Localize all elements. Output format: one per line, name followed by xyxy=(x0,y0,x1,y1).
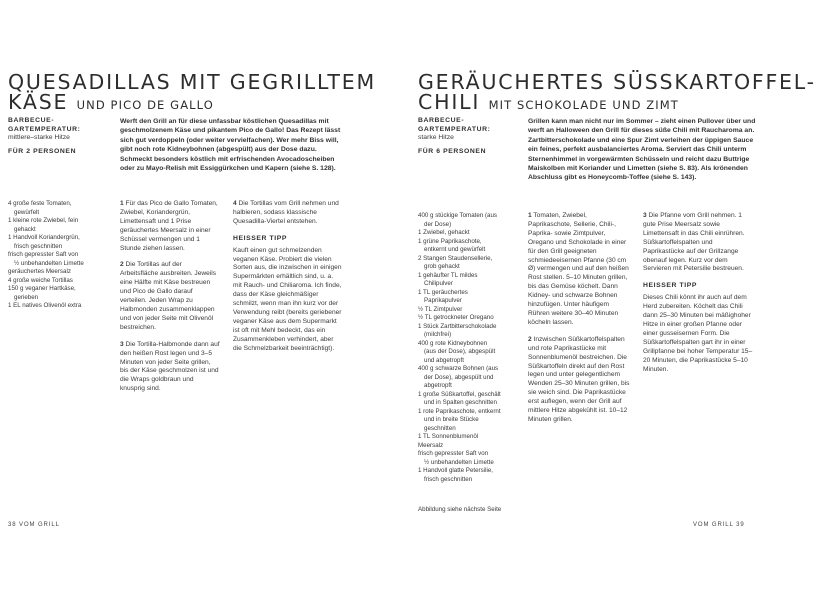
ingredient-line: frisch gepresster Saft von xyxy=(418,450,489,457)
right-temp-label: BARBECUE- GARTEMPERATUR: xyxy=(418,117,491,133)
left-footer: 38 VOM GRILL xyxy=(8,522,60,528)
ingredient-line: 1 grüne Paprikaschote, xyxy=(418,237,482,245)
step-text: Die Tortillas vom Grill nehmen und halbieren, sodass klassische Quesadilla-Viertel entstehen. xyxy=(233,200,339,225)
ingredient-line: Meersalz xyxy=(418,441,444,449)
left-steps-col2 xyxy=(233,200,343,354)
left-title-line2: KÄSE xyxy=(8,90,69,114)
recipe-step xyxy=(643,212,753,274)
right-title-sub: MIT SCHOKOLADE UND ZIMT xyxy=(488,98,679,112)
ingredient-line: 150 g veganer Hartkäse, xyxy=(8,285,76,292)
ingredient-line: entkernt und gewürfelt xyxy=(424,246,486,253)
left-tip-text: Kauft einen gut schmelzenden veganen Käse. Probiert die vielen Sorten aus, die inzwischen in einigen Supermärkten erhältlich sind, u. a. mit Rauch- und Chiliaroma. Ich finde, dass der Käse gleichmäßiger schmilzt, wenn man ihn kurz vor der Verwendung reibt (bereits geriebener veganer Käse aus dem Supermarkt ist oft mit Mehl bedeckt, das ein Zusammenkleben verhindert, aber die Schmelzbarkeit beeinträchtigt). xyxy=(233,246,342,352)
step-text: Die Pfanne vom Grill nehmen. 1 gute Prise Meersalz sowie Limettensaft in das Chili einrühren. Süßkartoffelspalten und Paprikastücke auf der Grillzange obenauf legen. Kurz vor dem Servieren mit Petersilie bestreuen. xyxy=(643,212,745,273)
ingredient-line: 400 g schwarze Bohnen (aus xyxy=(418,365,499,372)
left-tip-title: HEISSER TIPP xyxy=(233,234,288,242)
left-title-line1: QUESADILLAS MIT GEGRILLTEM xyxy=(8,70,376,94)
right-tip-title: HEISSER TIPP xyxy=(643,282,698,290)
ingredient-line: 1 Handvoll Koriandergrün, xyxy=(8,234,80,241)
ingredient-line: frisch gepresster Saft von xyxy=(8,251,79,258)
step-text: Tomaten, Zwiebel, Paprikaschote, Sellerie, Chili-, Paprika- sowie Zimtpulver, Oregano und Schokolade in einer für den Grill geeigneten schmiedeeisernen Pfanne (30 cm Ø) vermengen und auf den heißen Rost stellen. 5–10 Minuten grillen, bis das Gemüse köchelt. Dann Kidney- und schwarze Bohnen hinzufügen. Unter häufigem Rühren weitere 30–40 Minuten köcheln lassen. xyxy=(528,212,629,326)
recipe-step xyxy=(120,341,220,394)
step-text: Die Tortillas auf der Arbeitsfläche ausbreiten. Jeweils eine Hälfte mit Käse bestreuen und Pico de Gallo darauf verteilen. Jeden Wrap zu Halbmonden zusammenklappen und von jeder Seite mit Olivenöl bestreichen. xyxy=(120,261,217,331)
step-text: Für das Pico de Gallo Tomaten, Zwiebel, Koriandergrün, Limettensaft und 1 Prise geräuchertes Meersalz in einer Schüssel vermengen und 1 Stunde ziehen lassen. xyxy=(120,200,218,252)
ingredient-line: Paprikapulver xyxy=(424,297,462,304)
left-steps-col1 xyxy=(120,200,220,402)
right-steps-col2 xyxy=(643,212,753,374)
step-text: Inzwischen Süßkartoffelspalten und rote Paprikastücke mit Sonnenblumenöl bestreichen. Die Süßkartoffeln direkt auf den Rost legen und unter gelegentlichem Wenden 25–30 Minuten grillen, bis sie weich sind. Die Paprikastücke erst auflegen, wenn der Grill auf mittlere Hitze abgekühlt ist. 10–12 Minuten grillen. xyxy=(528,335,630,423)
ingredient-line: der Dose), abgespült und xyxy=(424,373,494,381)
ingredient-line: ½ unbehandelten Limette xyxy=(14,259,84,267)
recipe-step xyxy=(528,336,632,425)
ingredient-line: 1 TL Sonnenblumenöl xyxy=(418,433,479,440)
step-number: 2 xyxy=(528,335,532,343)
ingredient-line: gewürfelt xyxy=(14,208,40,216)
ingredient-line: 1 gehäufter TL mildes xyxy=(418,271,478,279)
ingredient-line: 1 Handvoll glatte Petersilie, xyxy=(418,467,493,474)
step-number: 4 xyxy=(233,200,237,207)
ingredient-line: frisch geschnitten xyxy=(14,242,63,250)
ingredient-line: 2 Stangen Staudensellerie, xyxy=(418,254,493,262)
left-meta xyxy=(8,117,108,156)
recipe-step xyxy=(120,261,220,332)
ingredient-line: 400 g stückige Tomaten (aus xyxy=(418,212,497,219)
ingredient-line: geschnitten xyxy=(424,424,456,432)
recipe-step xyxy=(120,200,220,253)
ingredient-line: 1 große Süßkartoffel, geschält xyxy=(418,390,501,398)
ingredient-line: Chilipulver xyxy=(424,280,453,287)
recipe-step xyxy=(528,212,632,328)
step-number: 2 xyxy=(120,261,124,269)
right-intro: Grillen kann man nicht nur im Sommer – zieht einen Pullover über und werft an Halloween den Grill für dieses süße Chili mit Raucharoma an. Zartbitterschokolade und eine Spur Zimt verleihen der üppigen Sauce ein feines, perfekt ausbalanciertes Aroma. Serviert das Chili unterm Sternenhimmel in vorgewärmten Schüsseln und reicht dazu Buttrige Maiskolben mit Koriander und Limetten (siehe S. 83). Als krönenden Abschluss gibt es Honeycomb-Toffee (siehe S. 143). xyxy=(528,118,756,182)
right-footer: VOM GRILL 39 xyxy=(693,522,745,528)
ingredient-line: 1 TL geräuchertes xyxy=(418,288,468,296)
step-number: 3 xyxy=(643,212,647,219)
right-tip-text: Dieses Chili könnt ihr auch auf dem Herd zubereiten. Köchelt das Chili dann 25–30 Minuten bei mäßighoher Hitze in einer großen Pfanne oder einer gusseisernen Form. Die Süßkartoffelspalten gart ihr in einer Grillpfanne bei hoher Temperatur 15–20 Minuten, die Paprikastücke 5–10 Minuten. xyxy=(643,294,753,373)
ingredient-line: und in Spalten geschnitten xyxy=(424,399,497,406)
ingredient-line: 4 große feste Tomaten, xyxy=(8,200,72,207)
step-number: 3 xyxy=(120,340,124,348)
ingredient-line: 1 EL natives Olivenöl extra xyxy=(8,302,82,309)
ingredient-line: 1 rote Paprikaschote, entkernt xyxy=(418,407,501,415)
ingredient-line: ½ unbehandelten Limette xyxy=(424,458,494,466)
ingredient-line: 1 kleine rote Zwiebel, fein xyxy=(8,217,79,224)
left-persons: FÜR 2 PERSONEN xyxy=(8,147,77,155)
ingredient-line: und abgetropft xyxy=(424,356,464,364)
right-persons: FÜR 6 PERSONEN xyxy=(418,147,487,155)
step-text: Die Tortilla-Halbmonde dann auf den heißen Rost legen und 3–5 Minuten von jeder Seite grillen, bis der Käse geschmolzen ist und die Wraps goldbraun und knusprig sind. xyxy=(120,340,220,393)
ingredient-line: gehackt xyxy=(14,225,36,233)
right-meta xyxy=(418,117,500,156)
ingredient-line: und in breite Stücke xyxy=(424,416,479,423)
left-temp-label: BARBECUE- GARTEMPERATUR: xyxy=(8,117,81,133)
ingredient-line: frisch geschnitten xyxy=(424,475,473,483)
ingredient-line: 4 große weiche Tortillas xyxy=(8,276,73,284)
left-temp-value: mittlere–starke Hitze xyxy=(8,134,70,142)
ingredient-line: gerieben xyxy=(14,293,39,301)
ingredient-line: geräuchertes Meersalz xyxy=(8,268,71,275)
ingredient-line: ½ TL Zimtpulver xyxy=(418,305,463,313)
right-steps-col1 xyxy=(528,212,632,433)
ingredient-line: 1 Stück Zartbitterschokolade xyxy=(418,322,497,330)
right-picture-note: Abbildung siehe nächste Seite xyxy=(418,506,502,513)
ingredient-line: (milchfrei) xyxy=(424,331,452,338)
left-ingredients xyxy=(8,200,108,311)
ingredient-line: 400 g rote Kidneybohnen xyxy=(418,339,488,347)
right-recipe-title xyxy=(418,72,816,115)
right-title-line1: GERÄUCHERTES SÜSSKARTOFFEL- xyxy=(418,70,816,94)
step-number: 1 xyxy=(120,200,124,207)
left-recipe-title xyxy=(8,72,376,115)
recipe-step xyxy=(233,200,343,227)
ingredient-line: der Dose) xyxy=(424,220,452,228)
ingredient-line: grob gehackt xyxy=(424,263,460,270)
ingredient-line: ½ TL getrockneter Oregano xyxy=(418,314,494,321)
step-number: 1 xyxy=(528,212,532,219)
right-title-line2: CHILI xyxy=(418,90,481,114)
right-temp-value: starke Hitze xyxy=(418,134,454,142)
left-intro: Werft den Grill an für diese unfassbar köstlichen Quesadillas mit geschmolzenem Käse und pikantem Pico de Gallo! Das Rezept lässt sich gut verdoppeln (oder weiter vervielfachen). Wer mehr Biss will, gibt noch rote Kidneybohnen (abgespült) aus der Dose dazu. Schmeckt besonders köstlich mit erfrischenden Avocadoscheiben oder zu Mayo-Relish mit Essiggürkchen und Kapern (siehe S. 128). xyxy=(120,118,341,173)
right-ingredients xyxy=(418,212,518,484)
left-title-sub: UND PICO DE GALLO xyxy=(76,98,214,112)
ingredient-line: (aus der Dose), abgespült xyxy=(424,348,496,355)
ingredient-line: abgetropft xyxy=(424,382,452,389)
ingredient-line: 1 Zwiebel, gehackt xyxy=(418,229,470,236)
